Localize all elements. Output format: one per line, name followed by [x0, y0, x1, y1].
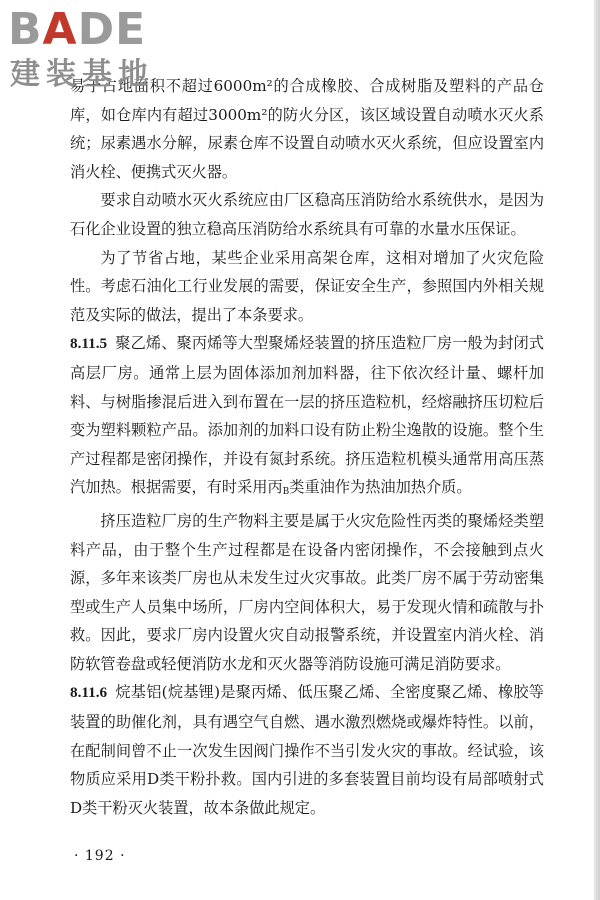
clause-number-8-11-5: 8.11.5 [70, 335, 108, 353]
watermark-letter-a: A [42, 4, 78, 55]
paragraph-high-rack-warehouse: 为了节省占地，某些企业采用高架仓库，这相对增加了火灾危险性。考虑石油化工行业发展的需要，保证安全生产，参照国内外相关规范及实际的做法，提出了本条要求。 [70, 248, 544, 324]
bade-watermark-logo [8, 6, 198, 94]
clause-8-11-5-text-b: 类重油作为热油加热介质。 [289, 478, 472, 497]
watermark-brand-text [8, 6, 146, 54]
clause-8-11-6-text: 烷基铝(烷基锂)是聚丙烯、低压聚乙烯、全密度聚乙烯、橡胶等装置的助催化剂，具有遇空气自燃、遇水激烈燃烧或爆炸特性。以前，在配制间曾不止一次发生因阀门操作不当引发火灾的事故。经试验，该物质应采用D类干粉扑救。国内引进的多套装置目前均设有局部喷射式D类干粉灭火装置，故本条做此规定。 [70, 683, 544, 817]
clause-number-8-11-6: 8.11.6 [70, 684, 108, 702]
watermark-letter-e: E [115, 4, 147, 55]
clause-8-11-5 [70, 329, 544, 507]
paragraph-warehouse-sprinkler: 易于占地面积不超过6000m²的合成橡胶、合成树脂及塑料的产品仓库，如仓库内有超过3000m²的防火分区，该区域设置自动喷水灭火系统；尿素遇水分解，尿素仓库不设置自动喷水灭火系统，但应设置室内消火栓、便携式灭火器。 [70, 77, 544, 181]
page-edge-shadow [594, 0, 600, 900]
paragraph-water-supply: 要求自动喷水灭火系统应由厂区稳高压消防给水系统供水，是因为石化企业设置的独立稳高压消防给水系统具有可靠的水量水压保证。 [70, 191, 544, 238]
clause-8-11-5-text-a: 聚乙烯、聚丙烯等大型聚烯烃装置的挤压造粒厂房一般为封闭式高层厂房。通常上层为固体添加剂加料器，往下依次经计量、螺杆加料、与树脂掺混后进入到布置在一层的挤压造粒机，经熔融挤压切粒后变为塑料颗粒产品。添加剂的加料口设有防止粉尘逸散的设施。整个生产过程都是密闭操作，并设有氮封系统。挤压造粒机模头通常用高压蒸汽加热。根据需要，有时采用丙 [70, 334, 544, 497]
watermark-letter-b: B [8, 4, 43, 55]
page-number: · 192 · [74, 848, 126, 864]
document-body [70, 72, 544, 822]
watermark-subtitle: 建装基地 [10, 57, 154, 92]
paragraph-extrusion-building: 挤压造粒厂房的生产物料主要是属于火灾危险性丙类的聚烯烃类塑料产品，由于整个生产过程都是在设备内密闭操作，不会接触到点火源，多年来该类厂房也从未发生过火灾事故。此类厂房不属于劳动密集型或生产人员集中场所，厂房内空间体积大，易于发现火情和疏散与扑救。因此，要求厂房内设置火灾自动报警系统，并设置室内消火栓、消防软管卷盘或轻便消防水龙和灭火器等消防设施可满足消防要求。 [70, 511, 544, 673]
watermark-letter-d: D [77, 4, 116, 55]
clause-8-11-5-subscript: B [282, 487, 290, 498]
clause-8-11-6 [70, 678, 544, 822]
